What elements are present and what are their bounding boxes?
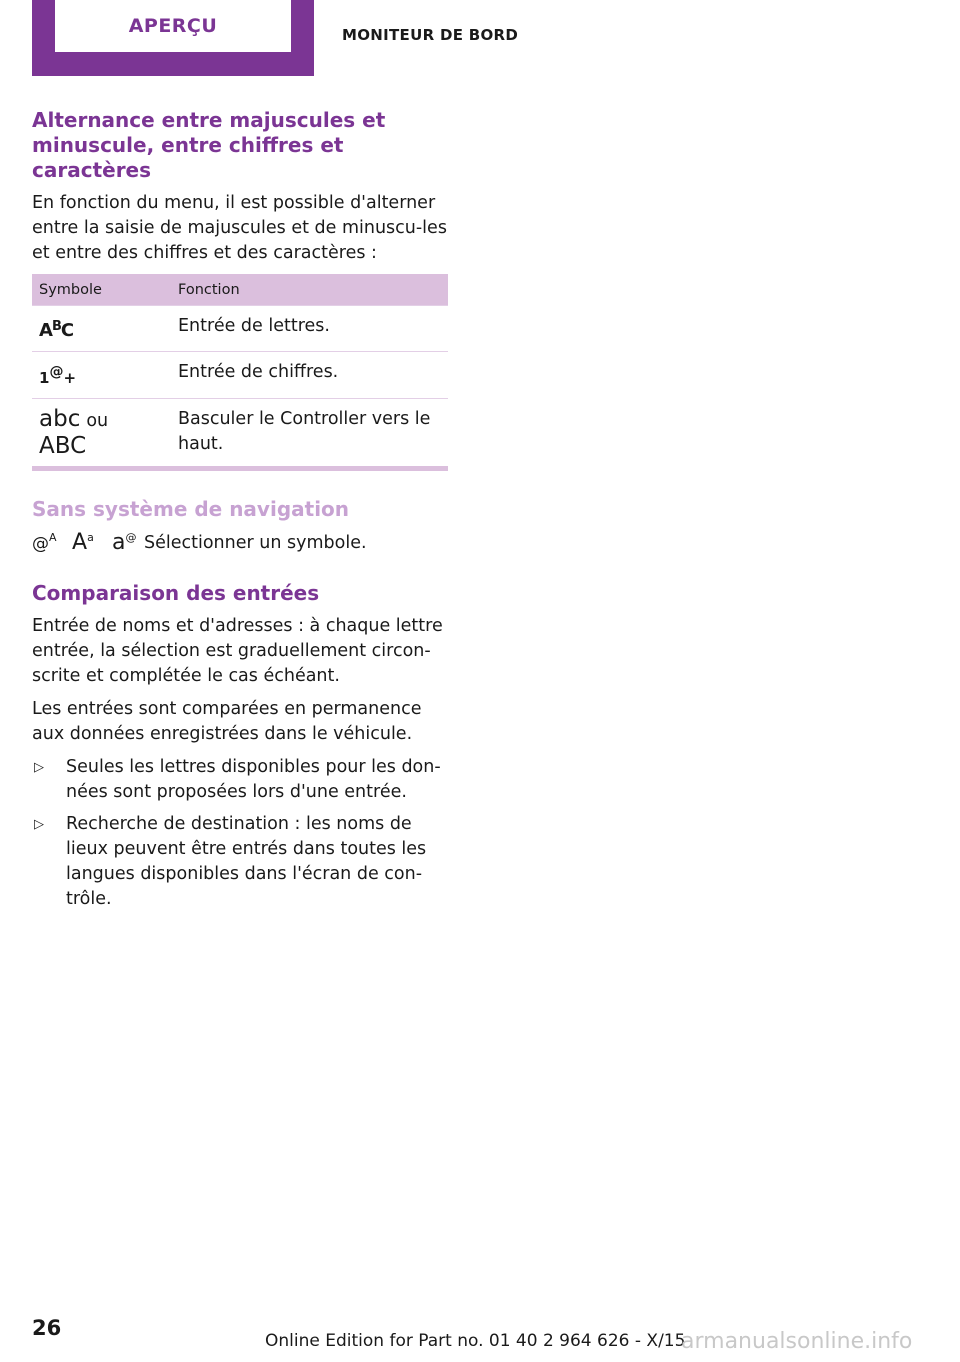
table-header-row xyxy=(32,274,448,306)
content xyxy=(32,108,448,919)
numbers-input-icon: 1@+ xyxy=(39,364,77,387)
symbol-select-row xyxy=(32,530,448,555)
comparison-paragraph-2: Les entrées sont comparées en permanence aux données enregistrées dans le véhicule. xyxy=(32,699,422,744)
list-item: ▷ Seules les lettres disponibles pour les don-nées sont proposées lors d'une entrée. xyxy=(34,757,441,802)
header-tab-inner xyxy=(55,0,291,52)
section-title-case-switch: Alternance entre majuscules et minuscule, entre chiffres et caractères xyxy=(32,108,386,182)
section-title-input-comparison: Comparaison des entrées xyxy=(32,581,320,605)
lowercase-a-icon: a@ xyxy=(112,530,137,555)
page-number: 26 xyxy=(32,1316,62,1340)
intro-paragraph: En fonction du menu, il est possible d'alterner entre la saisie de majuscules et de minuscu-les et entre des chiffres et des caractères : xyxy=(32,193,447,263)
table-cell-function: Entrée de chiffres. xyxy=(171,352,448,399)
symbol-table xyxy=(32,274,448,471)
lowercase-symbol: abc xyxy=(39,406,81,432)
uppercase-symbol: ABC xyxy=(39,433,87,459)
bullet-triangle-icon: ▷ xyxy=(34,817,44,832)
table-cell-function: Basculer le Controller vers le haut. xyxy=(171,399,448,469)
table-header-function: Fonction xyxy=(171,274,448,306)
list-item: ▷ Recherche de destination : les noms de lieux peuvent être entrés dans toutes les langues disponibles dans l'écran de con-trôle. xyxy=(34,814,427,909)
at-symbol-icon: @$^A$ xyxy=(32,531,57,554)
table-cell-function: Entrée de lettres. xyxy=(171,306,448,352)
comparison-paragraph-1: Entrée de noms et d'adresses : à chaque lettre entrée, la sélection est graduellement circon-scrite et complétée le cas échéant. xyxy=(32,616,443,686)
bullet-triangle-icon: ▷ xyxy=(34,760,44,775)
table-row xyxy=(32,399,448,469)
table-header-symbol: Symbole xyxy=(32,274,171,306)
letters-input-icon: $A^BC$ xyxy=(39,319,74,341)
section-title-no-navigation: Sans système de navigation xyxy=(32,497,350,521)
table-row xyxy=(32,352,448,399)
comparison-bullet-list xyxy=(32,755,448,912)
or-label: ou xyxy=(86,411,109,431)
watermark: armanualsonline.info xyxy=(681,1329,913,1354)
section-label: MONITEUR DE BORD xyxy=(342,26,519,44)
footer-edition: Online Edition for Part no. 01 40 2 964 626 - X/15 xyxy=(265,1331,686,1351)
header-tab-label: APERÇU xyxy=(128,15,218,37)
header-tab xyxy=(32,0,314,76)
table-row xyxy=(32,306,448,352)
uppercase-a-icon: $A^a$ xyxy=(72,530,94,555)
select-symbol-text: Sélectionner un symbole. xyxy=(144,532,367,553)
